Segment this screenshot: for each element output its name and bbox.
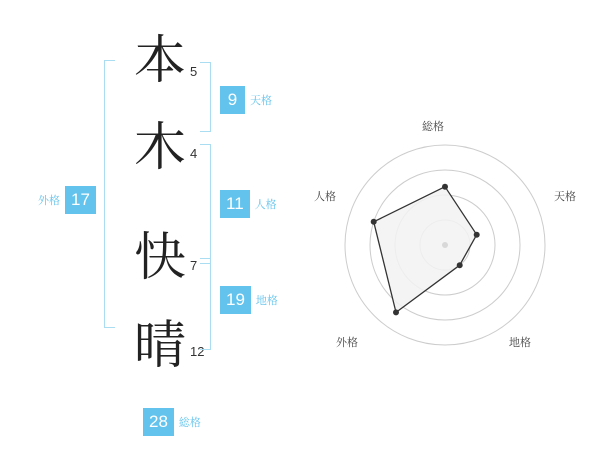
- stroke-count-3: 7: [190, 258, 198, 273]
- radar-data-point: [474, 232, 480, 238]
- kanji-char-4: 晴: [133, 316, 186, 376]
- heaven-kaku-bracket: [200, 62, 211, 132]
- kaku-label-personality: 人格: [254, 198, 277, 211]
- kaku-value-total: 28: [143, 408, 174, 436]
- personality-kaku-bracket: [200, 144, 211, 264]
- radar-axis-label-4: 人格: [314, 190, 336, 203]
- kaku-value-outer: 17: [65, 186, 96, 214]
- radar-chart-panel: [300, 0, 600, 470]
- kanji-char-1: 本: [133, 31, 186, 91]
- stroke-count-2: 4: [190, 146, 198, 161]
- kaku-badge-total: [143, 408, 201, 436]
- stroke-count-4: 12: [190, 344, 205, 359]
- radar-data-point: [371, 219, 377, 225]
- radar-axis-label-3: 外格: [336, 336, 358, 349]
- radar-data-point: [393, 309, 399, 315]
- kaku-label-earth: 地格: [255, 294, 278, 307]
- kaku-label-heaven: 天格: [250, 94, 272, 107]
- kaku-value-personality: 11: [220, 190, 250, 218]
- kaku-label-total: 総格: [178, 416, 201, 429]
- kaku-label-outer: 外格: [38, 194, 60, 207]
- kanji-char-3: 快: [133, 228, 186, 288]
- radar-chart: [300, 0, 600, 470]
- radar-data-point: [457, 262, 463, 268]
- stroke-count-1: 5: [190, 64, 198, 79]
- radar-axis-label-0: 総格: [422, 120, 444, 133]
- radar-center-dot: [442, 242, 448, 248]
- kaku-badge-personality: [220, 190, 277, 218]
- earth-kaku-bracket: [200, 258, 211, 350]
- kaku-value-earth: 19: [220, 286, 251, 314]
- kaku-badge-heaven: [220, 86, 272, 114]
- kaku-badge-earth: [220, 286, 278, 314]
- kanji-char-2: 木: [133, 118, 186, 178]
- radar-data-point: [442, 184, 448, 190]
- outer-kaku-bracket: [104, 60, 115, 328]
- radar-axis-label-1: 天格: [554, 190, 576, 203]
- radar-axis-label-2: 地格: [509, 336, 531, 349]
- radar-data-polygon: [374, 187, 477, 313]
- kaku-value-heaven: 9: [220, 86, 245, 114]
- kaku-badge-outer: [38, 186, 96, 214]
